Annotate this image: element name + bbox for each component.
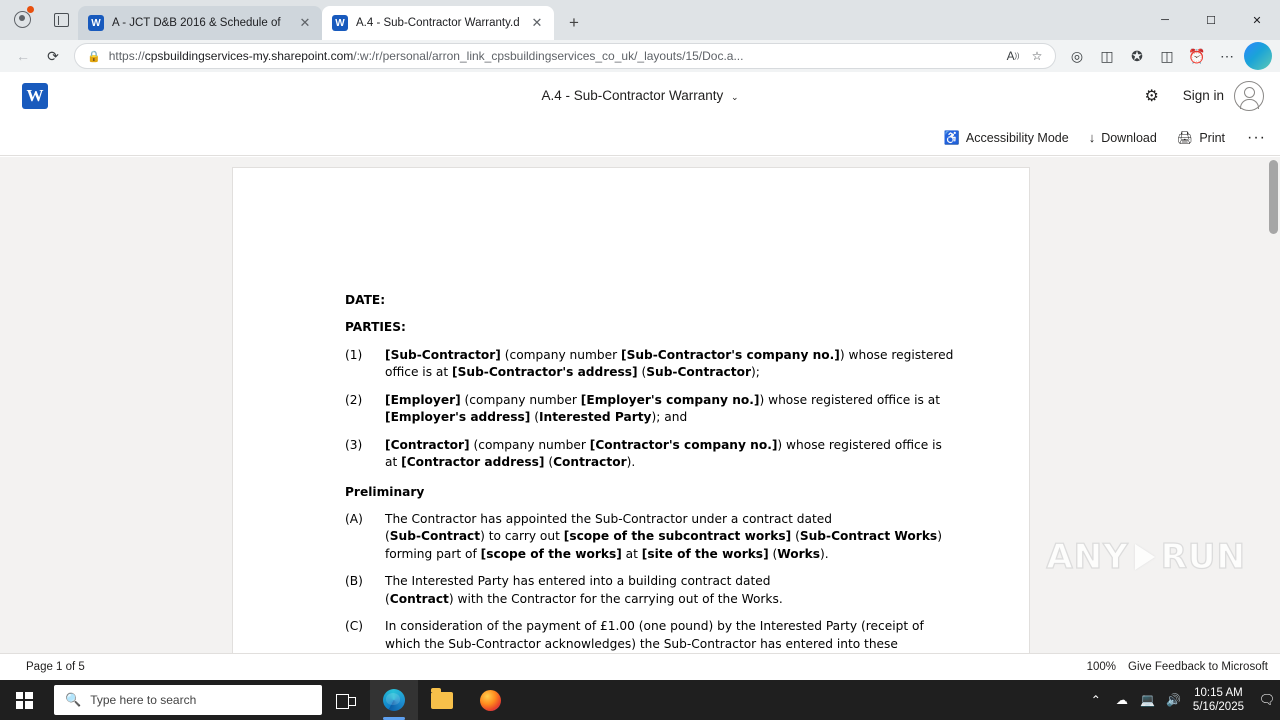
new-tab-button[interactable]: + bbox=[569, 13, 579, 32]
notification-icon[interactable]: 🗨 bbox=[1258, 692, 1276, 707]
maximize-button[interactable]: ☐ bbox=[1206, 14, 1216, 27]
address-bar-url: https://cpsbuildingservices-my.sharepoint.com/:w:/r/personal/arron_link_cpsbuildingservices_co_uk/_layouts/15/Doc.a... bbox=[108, 49, 744, 63]
close-icon[interactable]: ✕ bbox=[531, 15, 543, 30]
refresh-icon[interactable]: ⟳ bbox=[47, 47, 59, 64]
history-icon[interactable]: ⏰ bbox=[1188, 47, 1206, 64]
windows-logo-icon bbox=[16, 692, 33, 709]
sign-in-button[interactable]: Sign in bbox=[1182, 88, 1224, 103]
word-logo[interactable]: W bbox=[22, 83, 48, 109]
recital-clause-c bbox=[345, 618, 955, 653]
profile-button[interactable] bbox=[0, 0, 44, 40]
search-icon: 🔍 bbox=[65, 692, 82, 707]
feedback-link[interactable]: Give Feedback to Microsoft bbox=[1128, 661, 1268, 673]
zoom-level[interactable]: 100% bbox=[1086, 661, 1117, 673]
word-doc-icon: W bbox=[332, 15, 348, 31]
accessibility-mode-label: Accessibility Mode bbox=[965, 130, 1069, 145]
download-label: Download bbox=[1101, 130, 1157, 145]
clause-number: (1) bbox=[345, 347, 363, 362]
clause-number: (B) bbox=[345, 574, 363, 589]
settings-more-icon[interactable]: ⋯ bbox=[1220, 47, 1234, 64]
watermark-left: ANY bbox=[1046, 537, 1129, 577]
split-screen-icon[interactable]: ◫ bbox=[1100, 47, 1114, 64]
print-label: Print bbox=[1199, 130, 1226, 145]
watermark-right: RUN bbox=[1160, 537, 1246, 577]
browser-chrome bbox=[0, 0, 1280, 72]
profile-alert-dot bbox=[27, 6, 34, 13]
star-icon[interactable]: ☆ bbox=[1031, 49, 1043, 63]
close-icon[interactable]: ✕ bbox=[299, 15, 311, 30]
recital-clause-b bbox=[345, 573, 955, 608]
status-right bbox=[1087, 661, 1280, 673]
task-view-button[interactable] bbox=[322, 680, 370, 720]
anyrun-watermark bbox=[1016, 527, 1246, 587]
word-header bbox=[0, 72, 1280, 120]
clause-text: [Contractor] (company number [Contractor's company no.]) whose registered office is at [Contractor address] (Contractor). bbox=[385, 437, 942, 470]
devices-icon[interactable]: 💻 bbox=[1140, 693, 1156, 707]
folder-icon bbox=[431, 692, 453, 709]
clause-number: (C) bbox=[345, 619, 364, 634]
lock-icon: 🔒 bbox=[87, 50, 101, 63]
doc-heading-date: DATE: bbox=[345, 293, 386, 307]
task-view-icon bbox=[336, 693, 356, 708]
favorites-icon[interactable]: ✪ bbox=[1131, 47, 1143, 64]
clause-text: The Interested Party has entered into a building contract dated (Contract) with the Contractor for the carrying out of the Works. bbox=[385, 574, 783, 606]
doc-heading-parties: PARTIES: bbox=[345, 320, 406, 335]
chevron-down-icon[interactable]: ⌄ bbox=[731, 92, 739, 102]
accessibility-icon: ♿ bbox=[943, 129, 960, 145]
firefox-icon bbox=[480, 690, 501, 711]
avatar[interactable] bbox=[1234, 81, 1264, 111]
document-canvas bbox=[0, 157, 1280, 653]
download-icon: ↓ bbox=[1088, 130, 1096, 145]
clause-number: (A) bbox=[345, 511, 363, 526]
document-body bbox=[345, 292, 955, 653]
recital-clause-a bbox=[345, 511, 955, 563]
browser-tab-1[interactable] bbox=[78, 6, 322, 40]
taskbar-search[interactable] bbox=[54, 685, 322, 715]
system-tray bbox=[1083, 680, 1280, 720]
taskbar-clock[interactable] bbox=[1187, 686, 1254, 715]
taskbar-app-edge[interactable] bbox=[370, 680, 418, 720]
read-aloud-icon[interactable]: A )) bbox=[1006, 49, 1020, 63]
browser-toolbar bbox=[0, 40, 1280, 72]
back-icon[interactable]: ← bbox=[16, 48, 30, 64]
clause-text: [Sub-Contractor] (company number [Sub-Contractor's company no.]) whose registered office is at [Sub-Contractor's address] (Sub-Contractor); bbox=[385, 347, 954, 380]
status-bar bbox=[0, 653, 1280, 680]
volume-icon[interactable]: 🔊 bbox=[1166, 693, 1182, 707]
print-icon: 🖨 bbox=[1176, 129, 1194, 145]
onedrive-icon[interactable]: ☁ bbox=[1115, 693, 1128, 707]
profile-icon bbox=[14, 11, 31, 28]
browser-tab-1-title: A - JCT D&B 2016 & Schedule of bbox=[112, 17, 281, 29]
print-button[interactable] bbox=[1177, 130, 1225, 146]
toolbar-right bbox=[1062, 42, 1272, 70]
clause-text: The Contractor has appointed the Sub-Contractor under a contract dated (Sub-Contract) to carry out [scope of the subcontract works] (Sub-Contract Works) forming part of [scope of the works] at [site of the works] (Works). bbox=[385, 511, 942, 561]
window-controls bbox=[1142, 0, 1280, 40]
document-page bbox=[233, 168, 1029, 653]
clause-text: [Employer] (company number [Employer's company no.]) whose registered office is at [Employer's address] (Interested Party); and bbox=[385, 392, 940, 425]
doc-heading-preliminary: Preliminary bbox=[345, 484, 425, 499]
more-commands-button[interactable]: ··· bbox=[1247, 128, 1266, 146]
address-bar[interactable] bbox=[74, 43, 1056, 69]
search-placeholder: Type here to search bbox=[90, 693, 197, 707]
gear-icon[interactable]: ⚙ bbox=[1144, 87, 1159, 105]
browser-essentials-icon[interactable]: ◎ bbox=[1070, 47, 1084, 64]
browser-tab-2-title: A.4 - Sub-Contractor Warranty.d bbox=[356, 17, 520, 29]
clause-text: In consideration of the payment of £1.00 (one pound) by the Interested Party (receipt of which the Sub-Contractor acknowledges) the Sub-Contractor has entered into these bbox=[385, 619, 924, 651]
tab-strip bbox=[0, 0, 1280, 40]
page-indicator: Page 1 of 5 bbox=[26, 661, 85, 673]
close-window-button[interactable]: ✕ bbox=[1252, 14, 1262, 27]
document-scrollbar[interactable] bbox=[1266, 157, 1280, 653]
clause-number: (2) bbox=[345, 392, 363, 407]
tray-chevron-icon[interactable]: ⌃ bbox=[1090, 693, 1101, 707]
taskbar-app-firefox[interactable] bbox=[466, 680, 514, 720]
download-button[interactable] bbox=[1089, 130, 1157, 145]
minimize-button[interactable]: ─ bbox=[1161, 14, 1169, 26]
vertical-tabs-icon bbox=[54, 13, 69, 27]
clause-number: (3) bbox=[345, 437, 363, 452]
vertical-tabs-button[interactable] bbox=[44, 0, 78, 40]
play-triangle-icon bbox=[1135, 544, 1155, 570]
browser-tab-2[interactable] bbox=[322, 6, 554, 40]
taskbar-app-file-explorer[interactable] bbox=[418, 680, 466, 720]
start-button[interactable] bbox=[0, 680, 48, 720]
accessibility-mode-button[interactable] bbox=[944, 130, 1069, 146]
page-title[interactable] bbox=[0, 88, 1280, 103]
scrollbar-thumb[interactable] bbox=[1269, 160, 1278, 234]
party-clause-3 bbox=[345, 437, 955, 472]
party-clause-1 bbox=[345, 347, 955, 382]
collections-icon[interactable]: ◫ bbox=[1160, 47, 1174, 64]
clock-time: 10:15 AM bbox=[1194, 686, 1243, 699]
word-doc-icon: W bbox=[88, 15, 104, 31]
doc-title-text: A.4 - Sub-Contractor Warranty bbox=[541, 88, 724, 103]
clock-date: 5/16/2025 bbox=[1192, 701, 1244, 713]
party-clause-2 bbox=[345, 392, 955, 427]
copilot-icon[interactable] bbox=[1244, 42, 1272, 70]
word-command-bar bbox=[0, 120, 1280, 156]
windows-taskbar bbox=[0, 680, 1280, 720]
edge-icon bbox=[383, 689, 405, 711]
